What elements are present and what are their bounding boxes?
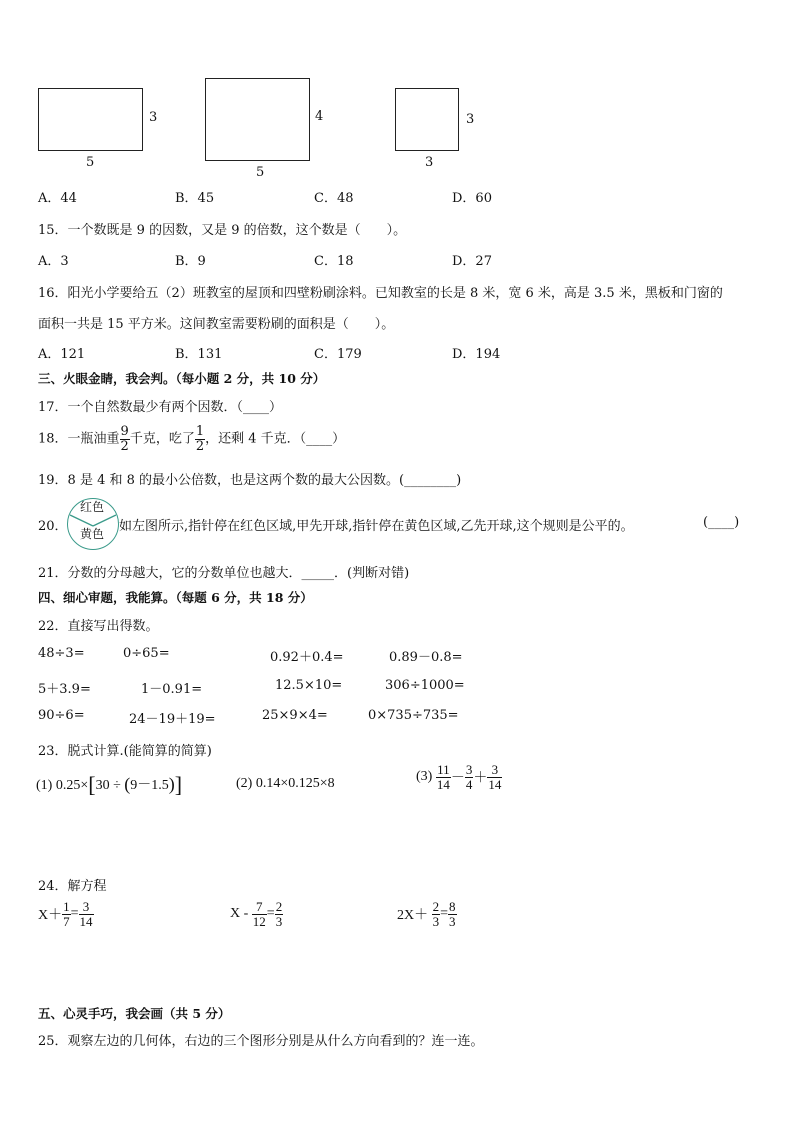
q22-row3-item4: 0×735÷735=: [368, 708, 459, 723]
q22-row1-item3: 0.92＋0.4=: [270, 650, 344, 665]
q23-p3-f3-denominator: 14: [488, 776, 502, 792]
q14-option-a: A．44: [38, 191, 77, 206]
q23-p3-f3-numerator: 3: [487, 763, 502, 778]
q16-option-d: D．194: [452, 347, 501, 362]
q23-p3-fraction-3: [487, 763, 502, 791]
q18-fraction-2: [195, 425, 205, 453]
q24-e1-f1-denominator: 7: [63, 913, 70, 929]
q22-row2-item3: 12.5×10=: [275, 678, 343, 693]
q15-option-b: B．9: [175, 254, 206, 269]
q18-fraction-2-denominator: 2: [195, 438, 205, 454]
left-paren-icon: (: [124, 774, 131, 794]
figure-1-height-label: 3: [149, 110, 158, 125]
q14-option-b: B．45: [175, 191, 215, 206]
q24-e3-fraction-2: [448, 900, 457, 928]
q21-statement: 21．分数的分母越大，它的分数单位也越大．_____．(判断对错): [38, 566, 410, 581]
q22-row2-item2: 1－0.91=: [141, 682, 203, 697]
q20-number: 20．: [38, 519, 68, 534]
figure-1-width-label: 5: [86, 155, 95, 170]
q23-problem-2: (2) 0.14×0.125×8: [236, 776, 335, 791]
q24-e1-f2-denominator: 14: [79, 913, 93, 929]
q24-equation-2: [230, 900, 283, 928]
figure-3-width-label: 3: [425, 155, 434, 170]
q18-text-mid: 千克，吃了: [129, 431, 195, 447]
q24-e3-f2-numerator: 8: [449, 899, 456, 914]
q24-e3-f2-denominator: 3: [449, 913, 456, 929]
q24-e2-fraction-2: [275, 900, 284, 928]
q22-row3-item3: 25×9×4=: [262, 708, 328, 723]
spinner-yellow-region-label: 黄色: [80, 527, 105, 541]
q24-e2-f2-denominator: 3: [275, 913, 283, 929]
q16-question-line2: 面积一共是 15 平方米。这间教室需要粉刷的面积是（ ）。: [38, 317, 395, 332]
square-figure-3: [395, 88, 459, 151]
q24-e2-equals: =: [266, 906, 275, 922]
q23-title: 23．脱式计算.(能简算的简算): [38, 744, 212, 759]
q16-question-line1: 16．阳光小学要给五（2）班教室的屋顶和四壁粉刷涂料。已知教室的长是 8 米，宽 6 米，高是 3.5 米，黑板和门窗的: [38, 286, 723, 301]
q15-option-a: A．3: [38, 254, 69, 269]
q23-p1-part-c: 9－1.5: [130, 778, 169, 793]
q17-statement: 17．一个自然数最少有两个因数．（____）: [38, 400, 283, 415]
q24-title: 24．解方程: [38, 879, 107, 894]
q14-option-c: C．48: [314, 191, 354, 206]
q24-e1-fraction-2: [79, 900, 94, 928]
q18-fraction-2-numerator: 1: [195, 424, 205, 439]
q23-p3-label: (3): [416, 769, 433, 785]
q15-question: 15．一个数既是 9 的因数，又是 9 的倍数，这个数是（ ）。: [38, 223, 407, 238]
figure-3-height-label: 3: [466, 112, 475, 127]
q24-e2-f1-denominator: 12: [252, 913, 266, 929]
q24-e3-fraction-1: [432, 900, 441, 928]
q25-question: 25．观察左边的几何体，右边的三个图形分别是从什么方向看到的？连一连。: [38, 1034, 484, 1049]
q18-statement: [38, 425, 345, 453]
q23-p3-operator-1: －: [450, 771, 465, 787]
q18-fraction-1-numerator: 9: [120, 424, 129, 439]
q18-fraction-1-denominator: 2: [120, 438, 129, 454]
q20-answer-blank: (____): [703, 515, 740, 530]
section-5-heading: 五、心灵手巧，我会画（共 5 分）: [38, 1006, 231, 1021]
q24-e3-lhs: 2X＋: [397, 908, 429, 924]
section-3-heading: 三、火眼金睛，我会判。（每小题 2 分，共 10 分）: [38, 371, 326, 386]
q24-e2-fraction-1: [252, 900, 267, 928]
q24-e2-f2-numerator: 2: [275, 899, 283, 914]
q19-statement: 19．8 是 4 和 8 的最小公倍数，也是这两个数的最大公因数。(________): [38, 473, 462, 488]
q22-row1-item4: 0.89－0.8=: [389, 650, 463, 665]
q24-equation-1: [38, 900, 94, 928]
q23-p3-f1-denominator: 14: [436, 776, 450, 792]
figure-2-height-label: 4: [315, 109, 324, 124]
q23-p3-fraction-1: [436, 763, 451, 791]
q23-p3-operator-2: ＋: [473, 771, 488, 787]
q20-statement: 如左图所示,指针停在红色区域,甲先开球,指针停在黄色区域,乙先开球,这个规则是公平的。: [119, 519, 634, 534]
left-bracket-icon: [: [88, 772, 96, 797]
figure-2-width-label: 5: [256, 165, 265, 180]
q23-p1-label: (1): [36, 778, 53, 793]
q23-p3-f2-denominator: 4: [465, 776, 473, 792]
q18-text-pre: 18．一瓶油重: [38, 431, 120, 447]
q22-row1-item1: 48÷3=: [38, 646, 85, 661]
q24-e1-f1-numerator: 1: [63, 899, 70, 914]
q24-e3-f1-numerator: 2: [432, 899, 440, 914]
rectangle-figure-1: [38, 88, 143, 151]
q23-p1-part-a: 0.25×: [55, 778, 89, 793]
q24-e2-f1-numerator: 7: [252, 900, 267, 915]
rectangle-figure-2: [205, 78, 310, 161]
q15-option-c: C．18: [314, 254, 354, 269]
q22-row3-item2: 24－19＋19=: [129, 712, 216, 727]
q18-text-post: ，还剩 4 千克．（____）: [205, 431, 346, 447]
q24-e2-lhs: X -: [230, 906, 249, 922]
q24-e1-fraction-1: [62, 900, 71, 928]
q22-title: 22．直接写出得数。: [38, 619, 159, 634]
q22-row1-item2: 0÷65=: [123, 646, 170, 661]
q22-row2-item1: 5＋3.9=: [38, 682, 91, 697]
q24-equation-3: [397, 900, 457, 928]
spinner-red-region-label: 红色: [80, 500, 105, 514]
q23-p3-f1-numerator: 11: [437, 762, 450, 777]
q23-p1-part-b: 30 ÷: [95, 778, 125, 793]
q16-option-b: B．131: [175, 347, 223, 362]
right-paren-icon: ): [168, 774, 175, 794]
q24-e1-f2-numerator: 3: [79, 900, 94, 915]
q24-e1-lhs: X＋: [38, 908, 63, 924]
q22-row3-item1: 90÷6=: [38, 708, 85, 723]
spinner-icon: [67, 498, 119, 550]
q23-p3-f2-numerator: 3: [465, 762, 473, 777]
q16-option-c: C．179: [314, 347, 362, 362]
q15-option-d: D．27: [452, 254, 492, 269]
q23-problem-1: [36, 772, 182, 798]
q22-row2-item4: 306÷1000=: [385, 678, 465, 693]
section-4-heading: 四、细心审题，我能算。（每题 6 分，共 18 分）: [38, 590, 313, 605]
q24-e3-f1-denominator: 3: [432, 913, 440, 929]
right-bracket-icon: ]: [174, 772, 183, 797]
q16-option-a: A．121: [38, 347, 86, 362]
q24-e3-equals: =: [440, 906, 449, 922]
q18-fraction-1: [120, 425, 130, 453]
q24-e1-equals: =: [70, 906, 79, 922]
q23-problem-3: [416, 763, 502, 791]
q14-option-d: D．60: [452, 191, 492, 206]
